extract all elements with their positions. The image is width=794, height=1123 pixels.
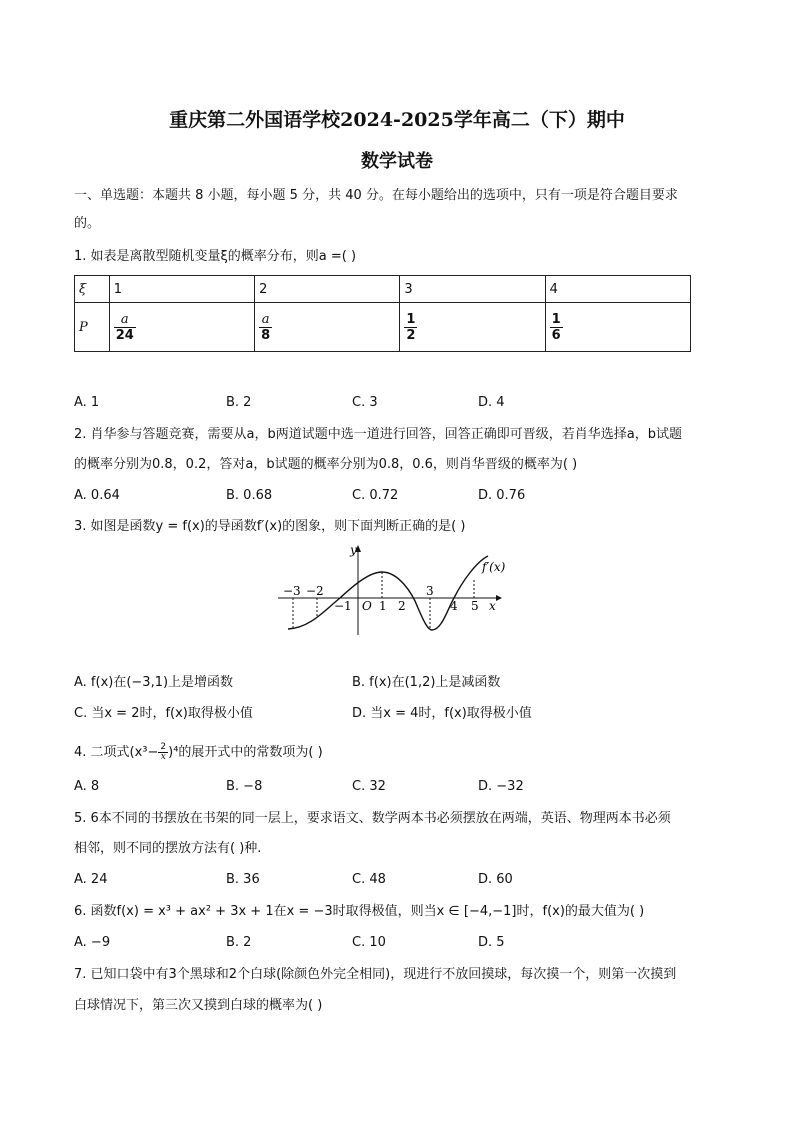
q5-stem-line1: 5. 6本不同的书摆放在书架的同一层上，要求语文、数学两本书必须摆放在两端，英语、物理两本书必须	[74, 811, 671, 826]
tick-label: 2	[398, 599, 406, 613]
table-cell: 2	[255, 276, 400, 303]
q4-option-d: D. −32	[478, 779, 524, 794]
q6-option-c: C. 10	[352, 935, 386, 950]
table-cell: 4	[545, 276, 690, 303]
q3-option-a: A. f(x)在(−3,1)上是增函数	[74, 675, 234, 690]
tick-label: −2	[306, 584, 324, 598]
x-axis-arrow	[496, 595, 502, 601]
y-axis-label: y	[350, 543, 357, 557]
q5-stem-line2: 相邻，则不同的摆放方法有( )种.	[74, 841, 262, 856]
table-row	[75, 303, 691, 352]
q6-stem: 6. 函数f(x) = x³ + ax² + 3x + 1在x = −3时取得极值，则当x ∈ [−4,−1]时，f(x)的最大值为( )	[74, 904, 645, 919]
q1-option-c: C. 3	[352, 395, 378, 410]
table-row	[75, 276, 691, 303]
x-axis-label: x	[489, 599, 496, 613]
q5-option-a: A. 24	[74, 872, 108, 887]
q7-stem-line2: 白球情况下，第三次又摸到白球的概率为( )	[74, 998, 323, 1013]
fraction: $\frac{2}{x}$	[160, 742, 167, 762]
curve-label: f′(x)	[482, 560, 506, 574]
table-cell: 3	[400, 276, 545, 303]
q2-option-b: B. 0.68	[226, 488, 273, 503]
q3-option-d: D. 当x = 4时，f(x)取得极小值	[352, 706, 532, 721]
q7-stem-line1: 7. 已知口袋中有3个黑球和2个白球(除颜色外完全相同)，现进行不放回摸球，每次摸一个，则第一次摸到	[74, 967, 677, 982]
q4-option-b: B. −8	[226, 779, 263, 794]
q2-option-a: A. 0.64	[74, 488, 120, 503]
tick-label: −3	[283, 584, 301, 598]
q5-option-b: B. 36	[226, 872, 260, 887]
q3-stem: 3. 如图是函数y = f(x)的导函数f′(x)的图象，则下面判断正确的是( )	[74, 519, 466, 534]
q3-option-b: B. f(x)在(1,2)上是减函数	[352, 675, 501, 690]
q1-option-a: A. 1	[74, 395, 100, 410]
q1-option-b: B. 2	[226, 395, 252, 410]
tick-label: 4	[450, 599, 458, 613]
q3-option-c: C. 当x = 2时，f(x)取得极小值	[74, 706, 253, 721]
q4-option-a: A. 8	[74, 779, 100, 794]
q2-option-d: D. 0.76	[478, 488, 526, 503]
tick-label: −1	[334, 599, 352, 613]
q1-stem: 1. 如表是离散型随机变量ξ的概率分布，则a =( )	[74, 249, 357, 264]
table-cell	[255, 303, 400, 352]
q5-option-d: D. 60	[478, 872, 513, 887]
q6-option-a: A. −9	[74, 935, 111, 950]
q4-stem-prefix: 4. 二项式(x³−	[74, 745, 159, 760]
tick-label: 3	[426, 584, 434, 598]
table-cell	[545, 303, 690, 352]
q6-option-b: B. 2	[226, 935, 252, 950]
q2-stem-line2: 的概率分别为0.8，0.2，答对a，b试题的概率分别为0.8，0.6，则肖华晋级的概率为( )	[74, 457, 578, 472]
fraction: $\frac{a}{24}$	[115, 311, 134, 343]
page-title: 重庆第二外国语学校2024-2025学年高二（下）期中	[169, 109, 625, 131]
fraction: $\frac{a}{8}$	[261, 311, 271, 343]
tick-label: 1	[379, 599, 387, 613]
q3-derivative-graph	[270, 540, 520, 640]
table-cell: ξ	[75, 276, 110, 303]
table-cell	[400, 303, 545, 352]
q2-stem-line1: 2. 肖华参与答题竞赛，需要从a，b两道试题中选一道进行回答，回答正确即可晋级，若肖华选择a，b试题	[74, 427, 682, 442]
fraction: $\frac{1}{6}$	[551, 311, 561, 343]
q4-option-c: C. 32	[352, 779, 386, 794]
q2-option-c: C. 0.72	[352, 488, 399, 503]
section-instructions-line2: 的。	[74, 216, 101, 231]
q4-stem	[74, 743, 323, 762]
q1-option-d: D. 4	[478, 395, 505, 410]
table-cell	[109, 303, 254, 352]
q1-distribution-table	[74, 275, 691, 352]
section-instructions-line1: 一、单选题：本题共 8 小题，每小题 5 分，共 40 分。在每小题给出的选项中，只有一项是符合题目要求	[74, 188, 678, 203]
q4-stem-suffix: )⁴的展开式中的常数项为( )	[168, 745, 323, 760]
origin-label: O	[362, 599, 372, 613]
table-cell: P	[75, 303, 110, 352]
page-subtitle: 数学试卷	[361, 151, 433, 172]
q6-option-d: D. 5	[478, 935, 505, 950]
tick-label: 5	[471, 599, 479, 613]
table-cell: 1	[109, 276, 254, 303]
q5-option-c: C. 48	[352, 872, 386, 887]
fraction: $\frac{1}{2}$	[406, 311, 416, 343]
